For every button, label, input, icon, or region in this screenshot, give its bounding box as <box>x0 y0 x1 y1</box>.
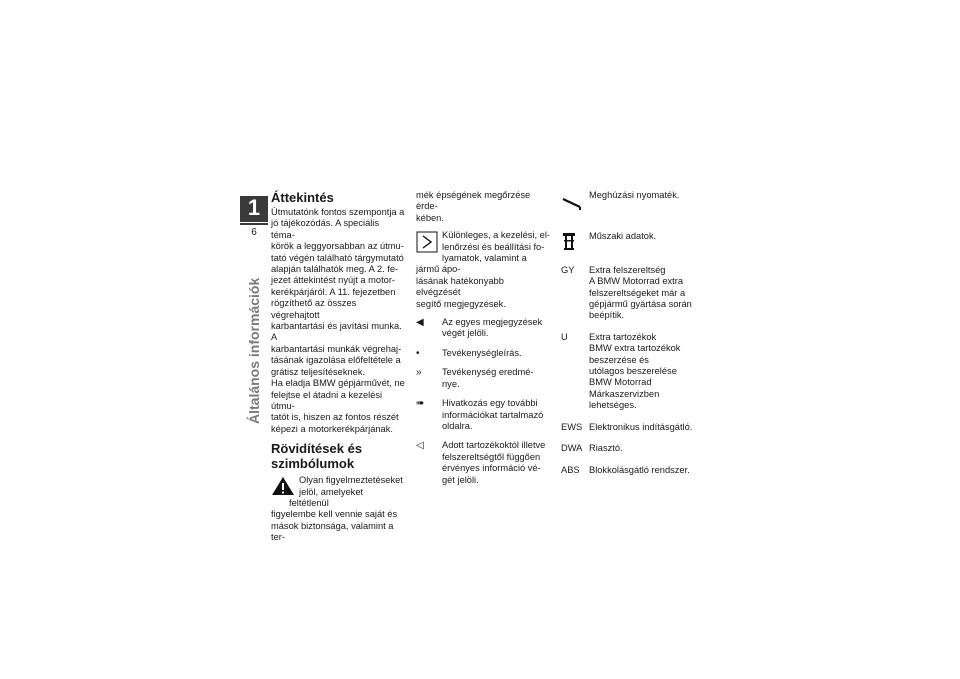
symbol-desc-line: Tevékenység eredmé- <box>442 367 534 378</box>
abbreviation-key: ABS <box>561 464 580 475</box>
abbreviation-item <box>561 465 703 476</box>
symbol-desc-line: oldalra. <box>442 420 473 431</box>
abbreviation-item <box>561 332 703 412</box>
overview-text <box>271 207 405 435</box>
warning-line: jelöl, amelyeket feltétlenül <box>289 486 364 508</box>
warning-line: figyelembe kell vennie saját és <box>271 509 398 520</box>
text-line: kerékpárjáról. A 11. fejezetben <box>271 286 396 297</box>
abbreviation-line: BMW Motorrad <box>589 377 652 388</box>
text-line: karbantartási és javítási munka. A <box>271 321 402 343</box>
symbol-desc-line: információkat tartalmazó <box>442 409 544 420</box>
abbreviation-key: DWA <box>561 443 583 454</box>
text-line: jezet áttekintést nyújt a motor- <box>271 275 396 286</box>
column-2 <box>416 190 550 486</box>
text-line: alapján találhatók meg. A 2. fe- <box>271 264 399 275</box>
text-line: tató végén található tárgymutató <box>271 252 404 263</box>
text-line: képezi a motorkerékpárjának. <box>271 423 393 434</box>
note-line: lásának hatékonyabb elvégzését <box>416 275 504 298</box>
abbreviation-key: U <box>561 331 568 342</box>
symbol-item <box>416 348 550 359</box>
symbol-desc-line: Tevékenységleírás. <box>442 347 522 358</box>
text-line: jó tájékozódás. A speciális téma- <box>271 218 380 240</box>
end-marker-icon: ◀ <box>416 317 424 329</box>
abbreviation-line: lehetséges. <box>589 400 637 411</box>
abbreviations-title <box>271 441 405 471</box>
abbreviation-line: A BMW Motorrad extra <box>589 276 684 287</box>
abbreviation-list <box>561 265 703 476</box>
result-icon: » <box>416 367 422 379</box>
abbreviation-line: beépítik. <box>589 310 625 321</box>
symbol-desc-line: végét jelöli. <box>442 328 489 339</box>
text-line: Ha eladja BMW gépjárművét, ne <box>271 378 405 389</box>
reference-arrow-icon: ➠ <box>416 398 425 410</box>
text-line: tásának igazolása előfeltétele a <box>271 355 401 366</box>
tech-data-text: Műszaki adatok. <box>589 231 657 242</box>
text-line: tatót is, hiszen az fontos részét <box>271 412 399 423</box>
symbol-desc-line: nye. <box>442 378 460 389</box>
note-line: lenőrzési és beállítási fo- <box>442 241 545 252</box>
note-line: lyamatok, valamint a jármű ápo- <box>416 253 527 275</box>
abbreviation-item <box>561 443 703 454</box>
column-1 <box>271 190 405 544</box>
accessory-end-icon: ◁ <box>416 440 424 452</box>
abbreviation-key: EWS <box>561 421 583 432</box>
abbreviation-line: Blokkolásgátló rendszer. <box>589 464 690 475</box>
abbreviation-line: utólagos beszerelése <box>589 366 677 377</box>
warning-triangle-icon <box>271 476 295 496</box>
note-arrow-icon <box>416 231 438 253</box>
abbreviation-line: gépjármű gyártása során <box>589 299 692 310</box>
technical-data-icon <box>561 231 577 251</box>
symbol-item <box>416 440 550 486</box>
torque-text: Meghúzási nyomaték. <box>589 190 680 200</box>
symbol-list <box>416 317 550 486</box>
symbol-desc-line: felszereltségtől függően <box>442 451 541 462</box>
text-line: karbantartási munkák végrehaj- <box>271 343 402 354</box>
symbol-item <box>416 317 550 340</box>
abbreviation-line: Extra felszereltség <box>589 264 666 275</box>
warning-line: Olyan figyelmeztetéseket <box>299 475 403 486</box>
text-line: Útmutatónk fontos szempontja a <box>271 207 405 217</box>
abbreviation-line: Márkaszervizben <box>589 388 660 399</box>
chapter-divider <box>240 223 268 225</box>
abbreviation-line: Riasztó. <box>589 443 623 454</box>
column-3 <box>561 190 703 476</box>
bullet-icon: • <box>416 347 420 359</box>
symbol-item <box>416 367 550 390</box>
note-line: Különleges, a kezelési, el- <box>442 230 551 241</box>
chapter-number: 1 <box>247 195 261 220</box>
symbol-desc-line: Az egyes megjegyzések <box>442 317 543 328</box>
warning-block <box>271 475 405 543</box>
abbreviations-title-line1: Rövidítések és <box>271 441 363 457</box>
symbol-desc-line: gét jelöli. <box>442 474 479 485</box>
text-line: körök a leggyorsabban az útmu- <box>271 241 404 252</box>
text-line: grátisz teljesítéseknek. <box>271 366 366 377</box>
tech-data-row <box>561 231 703 254</box>
symbol-desc-line: Adott tartozékoktól illetve <box>442 440 546 451</box>
abbreviation-line: beszerzése és <box>589 354 649 365</box>
abbreviation-line: felszereltségeket már a <box>589 287 686 298</box>
symbol-desc-line: Hivatkozás egy további <box>442 398 538 409</box>
text-line: mék épségének megőrzése érde- <box>416 190 531 212</box>
symbol-desc-line: érvényes információ vé- <box>442 463 541 474</box>
abbreviation-line: Extra tartozékok <box>589 331 657 342</box>
abbreviation-line: BMW extra tartozékok <box>589 343 681 354</box>
abbreviations-title-line2: szimbólumok <box>271 456 355 472</box>
note-block <box>416 230 550 310</box>
abbreviation-item <box>561 265 703 322</box>
text-line: felejtse el átadni a kezelési útmu- <box>271 389 383 411</box>
torque-wrench-icon <box>561 196 583 210</box>
torque-row <box>561 190 703 213</box>
warning-line: mások biztonsága, valamint a ter- <box>271 520 394 543</box>
abbreviation-item <box>561 422 703 433</box>
symbol-item <box>416 398 550 432</box>
page-number: 6 <box>251 227 257 238</box>
abbreviation-line: Elektronikus indításgátló. <box>589 421 693 432</box>
abbreviation-key: GY <box>561 264 575 275</box>
text-line: rögzíthető az összes végrehajtott <box>271 298 357 320</box>
note-line: segítő megjegyzések. <box>416 298 506 309</box>
text-line: kében. <box>416 212 444 223</box>
overview-title: Áttekintés <box>271 190 334 205</box>
section-title-vertical: Általános információk <box>246 277 262 424</box>
